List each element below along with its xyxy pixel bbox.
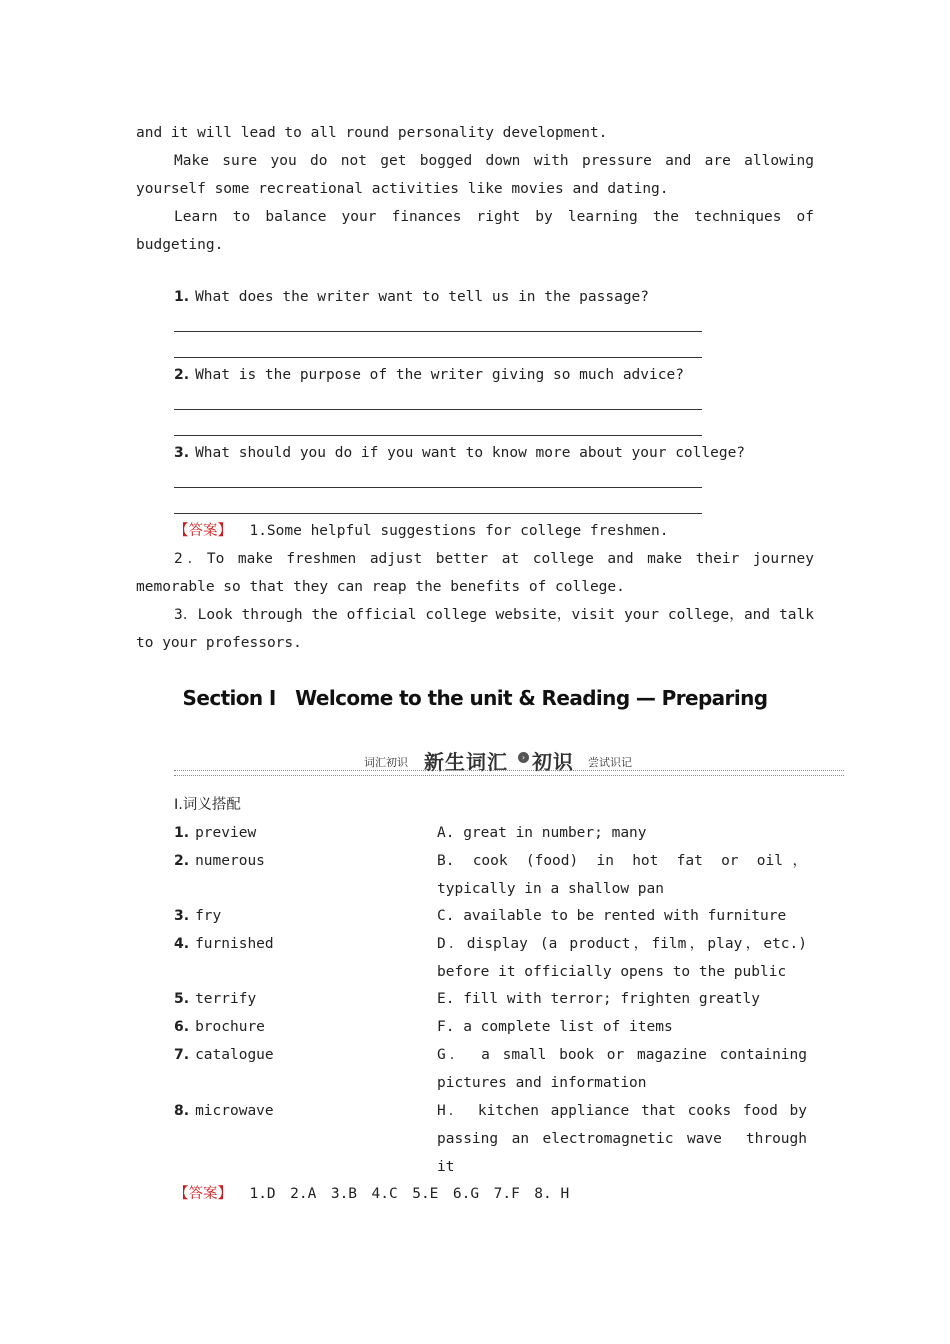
vocab-definition: G． a small book or magazine containing pictures and information <box>437 1047 807 1091</box>
passage-line: and it will lead to all round personality development. <box>136 125 608 141</box>
question-text: What should you do if you want to know more about your college? <box>195 445 746 461</box>
vocab-banner <box>174 744 844 776</box>
answer-line[interactable] <box>174 487 702 488</box>
vocab-word: 2. numerous <box>174 853 265 869</box>
question-2 <box>174 361 684 389</box>
banner-title-right: 初识 <box>532 750 574 774</box>
answer-2: 2．To make freshmen adjust better at college and make their journey memorable so that they can reap the benefits of college. <box>136 551 814 595</box>
vocab-definition: H． kitchen appliance that cooks food by passing an electromagnetic wave through it <box>437 1103 807 1175</box>
answer-line[interactable] <box>174 435 702 436</box>
arrow-icon: › <box>518 752 529 763</box>
vocab-definition: A. great in number; many <box>437 825 647 841</box>
vocab-answers <box>174 1180 569 1208</box>
vocab-definition: B. cook (food) in hot fat or oil，typically in a shallow pan <box>437 853 807 897</box>
vocab-definition: F. a complete list of items <box>437 1019 673 1035</box>
vocab-definition: D．display (a product，film，play，etc.) before it officially opens to the public <box>437 936 807 980</box>
answer-3: 3．Look through the official college website，visit your college，and talk to your professors. <box>136 607 814 651</box>
question-text: What does the writer want to tell us in the passage? <box>195 289 650 305</box>
banner-title-left: 新生词汇 <box>424 750 508 774</box>
section-title: Section Ⅰ Welcome to the unit & Reading — Preparing <box>182 686 768 710</box>
question-3 <box>174 439 745 467</box>
vocab-definition: E. fill with terror; frighten greatly <box>437 991 761 1007</box>
question-1 <box>174 283 649 311</box>
answer-text: 1.Some helpful suggestions for college freshmen. <box>249 523 669 539</box>
vocab-definition: C. available to be rented with furniture <box>437 908 787 924</box>
banner-left-label: 词汇初识 <box>364 756 408 769</box>
answer-1 <box>174 517 669 545</box>
vocab-word: 5. terrify <box>174 991 257 1007</box>
vocab-word: 8. microwave <box>174 1103 274 1119</box>
passage-paragraph: Make sure you do not get bogged down with pressure and are allowing yourself some recreational activities like movies and dating. <box>136 153 814 197</box>
vocab-word: 6. brochure <box>174 1019 265 1035</box>
answer-tag: 【答案】 <box>174 523 232 539</box>
question-number: 1. <box>174 289 190 305</box>
answer-line[interactable] <box>174 409 702 410</box>
answer-line[interactable] <box>174 513 702 514</box>
question-text: What is the purpose of the writer giving so much advice? <box>195 367 684 383</box>
vocab-word: 1. preview <box>174 825 257 841</box>
banner-divider <box>174 770 844 776</box>
vocab-word: 3. fry <box>174 908 222 924</box>
banner-right-label: 尝试识记 <box>588 756 632 769</box>
vocab-word: 7. catalogue <box>174 1047 274 1063</box>
vocab-word: 4. furnished <box>174 936 274 952</box>
question-number: 2. <box>174 367 190 383</box>
answer-tag: 【答案】 <box>174 1186 232 1202</box>
answer-line[interactable] <box>174 357 702 358</box>
question-number: 3. <box>174 445 190 461</box>
passage-paragraph: Learn to balance your finances right by learning the techniques of budgeting. <box>136 209 814 253</box>
answer-line[interactable] <box>174 331 702 332</box>
answer-text: 1.D 2.A 3.B 4.C 5.E 6.G 7.F 8. H <box>249 1186 570 1202</box>
vocab-heading: Ⅰ.词义搭配 <box>174 797 241 813</box>
